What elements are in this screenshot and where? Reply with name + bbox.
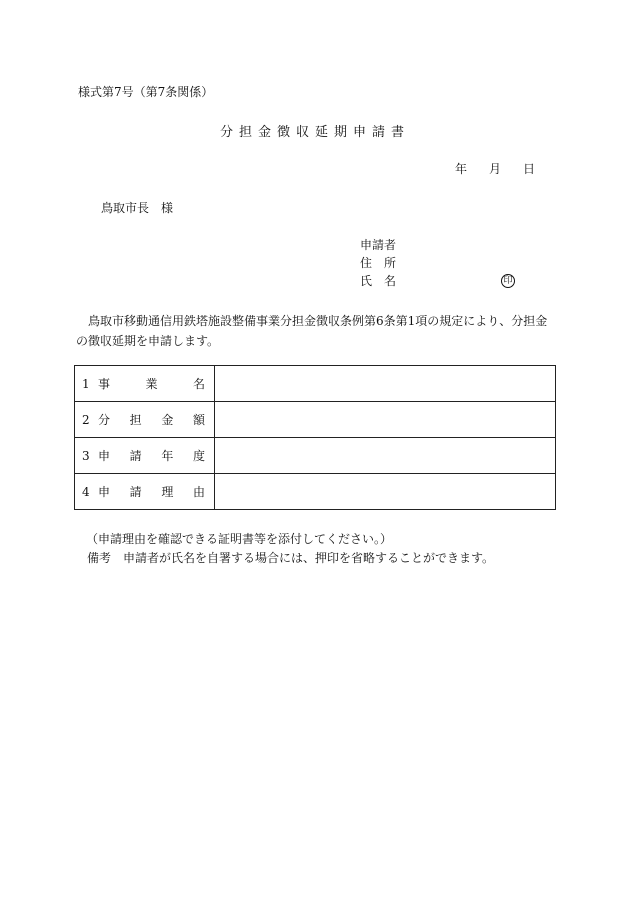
table-value-cell[interactable] [215, 438, 556, 474]
date-month-label: 月 [489, 162, 502, 176]
applicant-heading: 申請者 [360, 238, 397, 252]
document-title: 分担金徴収延期申請書 [219, 125, 410, 140]
table-row [75, 366, 556, 402]
attachment-note: （申請理由を確認できる証明書等を添付してください。） [86, 532, 393, 546]
table-value-cell[interactable] [215, 402, 556, 438]
row-label: 分 担 金 額 [98, 413, 205, 427]
row-label: 申 請 年 度 [98, 449, 205, 463]
table-label-cell [75, 366, 215, 402]
date-line [455, 160, 535, 177]
date-day-label: 日 [523, 162, 536, 176]
table-label [75, 447, 214, 464]
seal-mark: 印 [501, 274, 515, 288]
table-label [75, 411, 214, 428]
table-value-cell[interactable] [215, 474, 556, 510]
table-row [75, 474, 556, 510]
table-value-cell[interactable] [215, 366, 556, 402]
remark-text: 申請者が氏名を自署する場合には、押印を省略することができます。 [123, 551, 495, 565]
table-label [75, 483, 214, 500]
applicant-name-row [360, 272, 530, 290]
row-label: 申 請 理 由 [98, 485, 205, 499]
remark-note [87, 549, 494, 566]
applicant-address-label: 住 所 [360, 256, 397, 270]
remark-label: 備考 [87, 551, 112, 565]
items-table [74, 365, 556, 510]
row-label: 事 業 名 [98, 377, 205, 391]
table-label-cell [75, 402, 215, 438]
applicant-block [360, 236, 530, 290]
row-number: 1 [82, 376, 90, 391]
row-number: 4 [82, 484, 90, 499]
form-number: 様式第7号（第7条関係） [78, 85, 214, 99]
addressee: 鳥取市長 様 [101, 201, 174, 215]
body-text: 鳥取市移動通信用鉄塔施設整備事業分担金徴収条例第6条第1項の規定により、分担金の徴収延期を申請します。 [76, 314, 548, 348]
row-number: 2 [82, 412, 90, 427]
table-label-cell [75, 438, 215, 474]
table-label [75, 375, 214, 392]
table-row [75, 438, 556, 474]
row-number: 3 [82, 448, 90, 463]
table-row [75, 402, 556, 438]
table-label-cell [75, 474, 215, 510]
applicant-name-label: 氏 名 [360, 274, 397, 288]
date-year-label: 年 [455, 162, 468, 176]
